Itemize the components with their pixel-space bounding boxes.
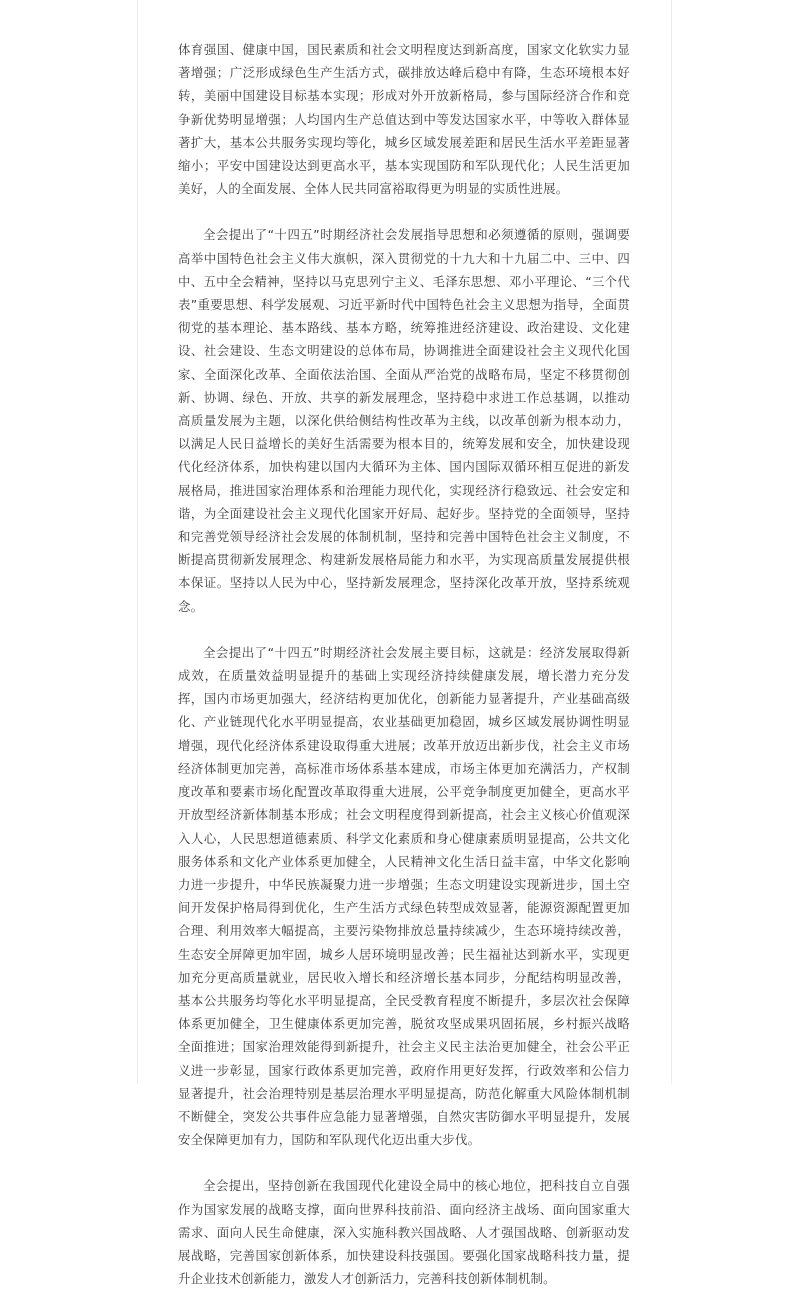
- paragraph-guiding-principles: 全会提出了“十四五”时期经济社会发展指导思想和必须遵循的原则，强调要高举中国特色社会主义伟大旗帜，深入贯彻党的十九大和十九届二中、三中、四中、五中全会精神，坚持以马克思列宁主义、毛泽东思想、邓小平理论、“三个代表”重要思想、科学发展观、习近平新时代中国特色社会主义思想为指导，全面贯彻党的基本理论、基本路线、基本方略，统筹推进经济建设、政治建设、文化建设、社会建设、生态文明建设的总体布局，协调推进全面建设社会主义现代化国家、全面深化改革、全面依法治国、全面从严治党的战略布局，坚定不移贯彻创新、协调、绿色、开放、共享的新发展理念，坚持稳中求进工作总基调，以推动高质量发展为主题，以深化供给侧结构性改革为主线，以改革创新为根本动力，以满足人民日益增长的美好生活需要为根本目的，统筹发展和安全，加快建设现代化经济体系，加快构建以国内大循环为主体、国内国际双循环相互促进的新发展格局，推进国家治理体系和治理能力现代化，实现经济行稳致远、社会安定和谐，为全面建设社会主义现代化国家开好局、起好步。坚持党的全面领导，坚持和完善党领导经济社会发展的体制机制，坚持和完善中国特色社会主义制度，不断提高贯彻新发展理念、构建新发展格局能力和水平，为实现高质量发展提供根本保证。坚持以人民为中心，坚持新发展理念，坚持深化改革开放，坚持系统观念。: [178, 227, 630, 614]
- paragraph-innovation: 全会提出，坚持创新在我国现代化建设全局中的核心地位，把科技自立自强作为国家发展的战略支撑，面向世界科技前沿、面向经济主战场、面向国家重大需求、面向人民生命健康，深入实施科教兴国战略、人才强国战略、创新驱动发展战略，完善国家创新体系，加快建设科技强国。要强化国家战略科技力量，提升企业技术创新能力，激发人才创新活力，完善科技创新体制机制。: [178, 1178, 630, 1287]
- article-body: [178, 38, 630, 1290]
- paragraph-goals-2035: 体育强国、健康中国，国民素质和社会文明程度达到新高度，国家文化软实力显著增强；广泛形成绿色生产生活方式，碳排放达峰后稳中有降，生态环境根本好转，美丽中国建设目标基本实现；形成对外开放新格局，参与国际经济合作和竞争新优势明显增强；人均国内生产总值达到中等发达国家水平，中等收入群体显著扩大，基本公共服务实现均等化，城乡区域发展差距和居民生活水平差距显著缩小；平安中国建设达到更高水平，基本实现国防和军队现代化；人民生活更加美好，人的全面发展、全体人民共同富裕取得更为明显的实质性进展。: [178, 42, 630, 197]
- paragraph-main-targets: 全会提出了“十四五”时期经济社会发展主要目标，这就是：经济发展取得新成效，在质量效益明显提升的基础上实现经济持续健康发展，增长潜力充分发挥，国内市场更加强大，经济结构更加优化，创新能力显著提升，产业基础高级化、产业链现代化水平明显提高，农业基础更加稳固，城乡区域发展协调性明显增强，现代化经济体系建设取得重大进展；改革开放迈出新步伐，社会主义市场经济体制更加完善，高标准市场体系基本建成，市场主体更加充满活力，产权制度改革和要素市场化配置改革取得重大进展，公平竞争制度更加健全，更高水平开放型经济新体制基本形成；社会文明程度得到新提高，社会主义核心价值观深入人心，人民思想道德素质、科学文化素质和身心健康素质明显提高，公共文化服务体系和文化产业体系更加健全，人民精神文化生活日益丰富，中华文化影响力进一步提升，中华民族凝聚力进一步增强；生态文明建设实现新进步，国土空间开发保护格局得到优化，生产生活方式绿色转型成效显著，能源资源配置更加合理、利用效率大幅提高，主要污染物排放总量持续减少，生态环境持续改善，生态安全屏障更加牢固，城乡人居环境明显改善；民生福祉达到新水平，实现更加充分更高质量就业，居民收入增长和经济增长基本同步，分配结构明显改善，基本公共服务均等化水平明显提高，全民受教育程度不断提升，多层次社会保障体系更加健全，卫生健康体系更加完善，脱贫攻坚成果巩固拓展，乡村振兴战略全面推进；国家治理效能得到新提升，社会主义民主法治更加健全，社会公平正义进一步彰显，国家行政体系更加完善，政府作用更好发挥，行政效率和公信力显著提升，社会治理特别是基层治理水平明显提高，防范化解重大风险体制机制不断健全，突发公共事件应急能力显著增强，自然灾害防御水平明显提升，发展安全保障更加有力，国防和军队现代化迈出重大步伐。: [178, 644, 630, 1148]
